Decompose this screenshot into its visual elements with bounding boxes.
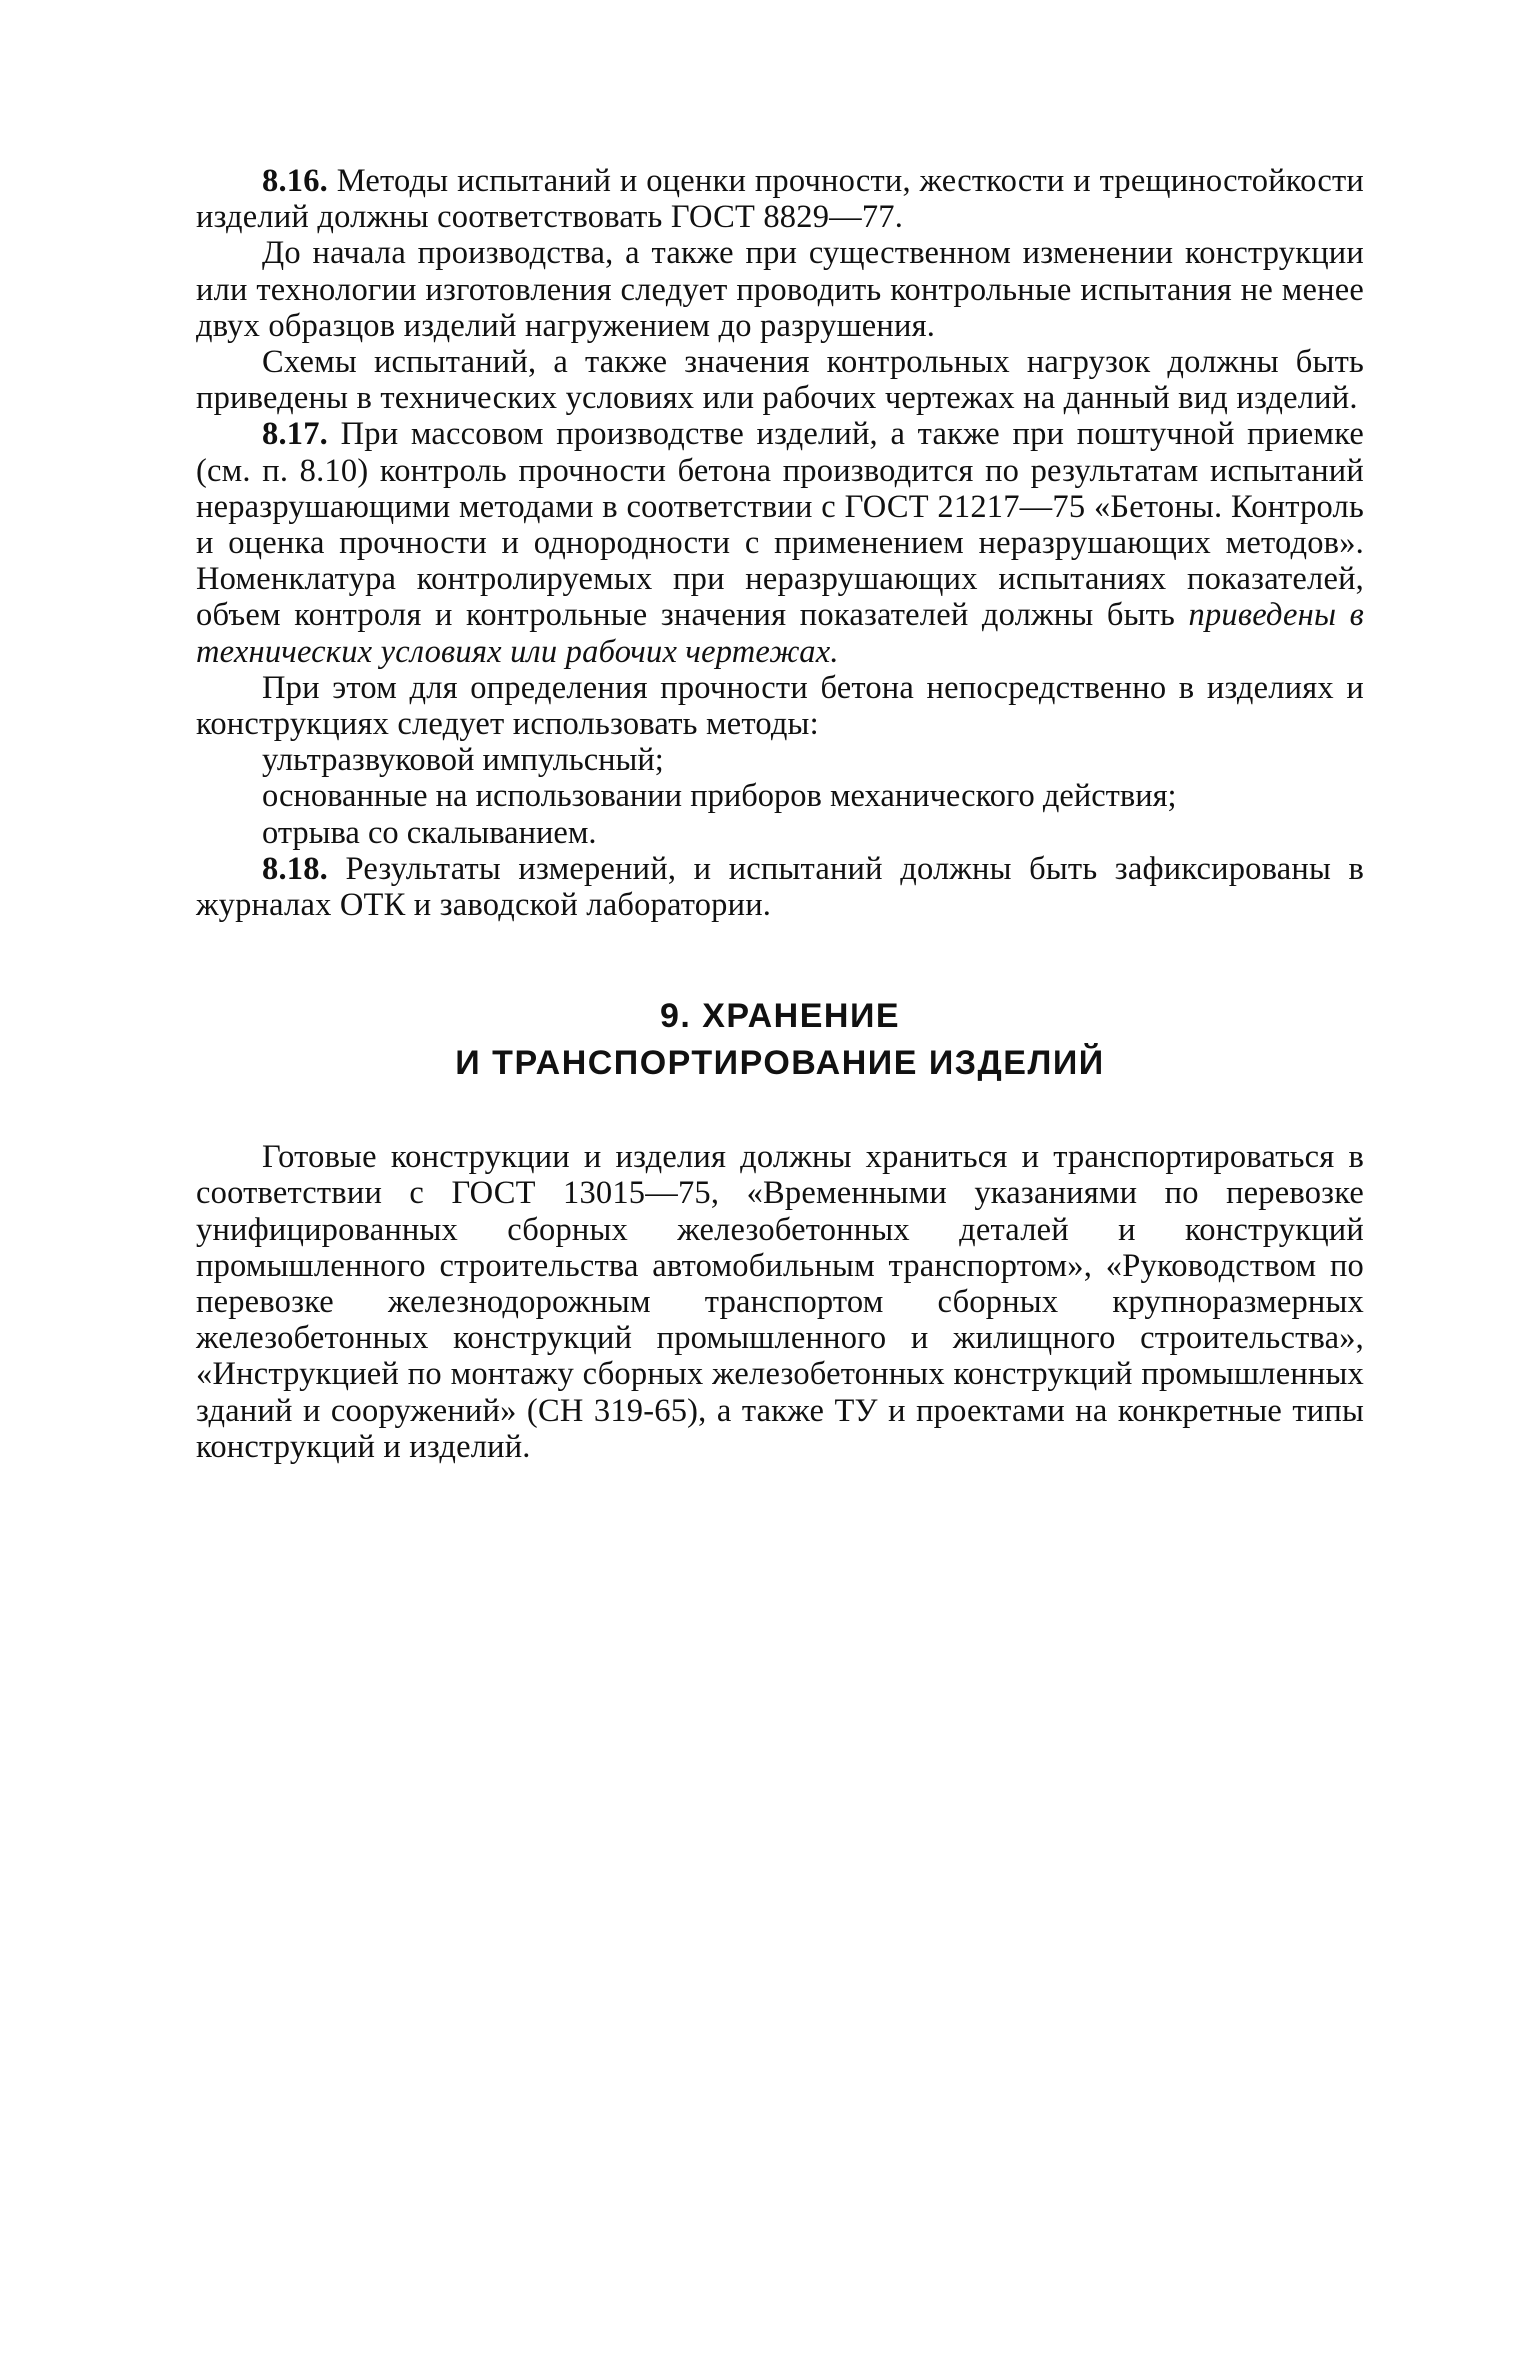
clause-text-8-17: При массовом производстве изделий, а также при поштучной приемке (см. п. 8.10) контроль прочности бетона производится по результатам испытаний неразрушающими методами в соответствии с ГОСТ 21217—75 «Бетоны. Контроль и оценка прочности и однородности с применением неразрушающих методов». Номенклатура контролируемых при неразрушающих испытаниях показателей, объем контроля и контрольные значения показателей должны быть [196,416,1365,634]
paragraph-8-16-schemes: Схемы испытаний, а также значения контрольных нагрузок должны быть приведены в технических условиях или рабочих чертежах на данный вид изделий. [196,344,1364,417]
paragraph-8-18 [196,851,1364,923]
section-9-title-line2: И ТРАНСПОРТИРОВАНИЕ ИЗДЕЛИЙ [455,1044,1105,1083]
clause-number-8-16: 8.16. [262,163,328,199]
section-9-heading [196,993,1364,1087]
paragraph-8-17-methods-intro: При этом для определения прочности бетона непосредственно в изделиях и конструкциях следует использовать методы: [196,669,1364,743]
clause-text-8-16: Методы испытаний и оценки прочности, жесткости и трещиностойкости изделий должны соответствовать ГОСТ 8829—77. [196,163,1365,236]
clause-number-8-18: 8.18. [262,850,328,887]
clause-text-8-18: Результаты измерений, и испытаний должны быть зафиксированы в журналах ОТК и заводской лаборатории. [196,850,1365,924]
paragraph-8-16 [196,163,1364,235]
method-item: отрыва со скалыванием. [262,814,597,851]
method-item: ультразвуковой импульсный; [262,742,664,779]
clause-text-8-17-italic: приведены в технических условиях или рабочих чертежах. [196,597,1364,670]
paragraph-8-16-production: До начала производства, а также при существенном изменении конструкции или технологии изготовления следует проводить контрольные испытания не менее двух образцов изделий нагружением до разрушения. [196,235,1364,344]
section-9-title-line1: 9. ХРАНЕНИЕ [659,997,901,1036]
document-page [196,163,1364,1465]
paragraph-8-17 [196,416,1364,669]
paragraph-9-storage: Готовые конструкции и изделия должны храниться и транспортироваться в соответствии с ГОСТ 13015—75, «Временными указаниями по перевозке унифицированных сборных железобетонных деталей и конструкций промышленного строительства автомобильным транспортом», «Руководством по перевозке железнодорожным транспортом сборных крупноразмерных железобетонных конструкций промышленного и жилищного строительства», «Инструкцией по монтажу сборных железобетонных конструкций промышленных зданий и сооружений» (СН 319-65), а также ТУ и проектами на конкретные типы конструкций и изделий. [196,1139,1364,1465]
method-item: основанные на использовании приборов механического действия; [262,778,1177,815]
clause-number-8-17: 8.17. [262,416,328,453]
